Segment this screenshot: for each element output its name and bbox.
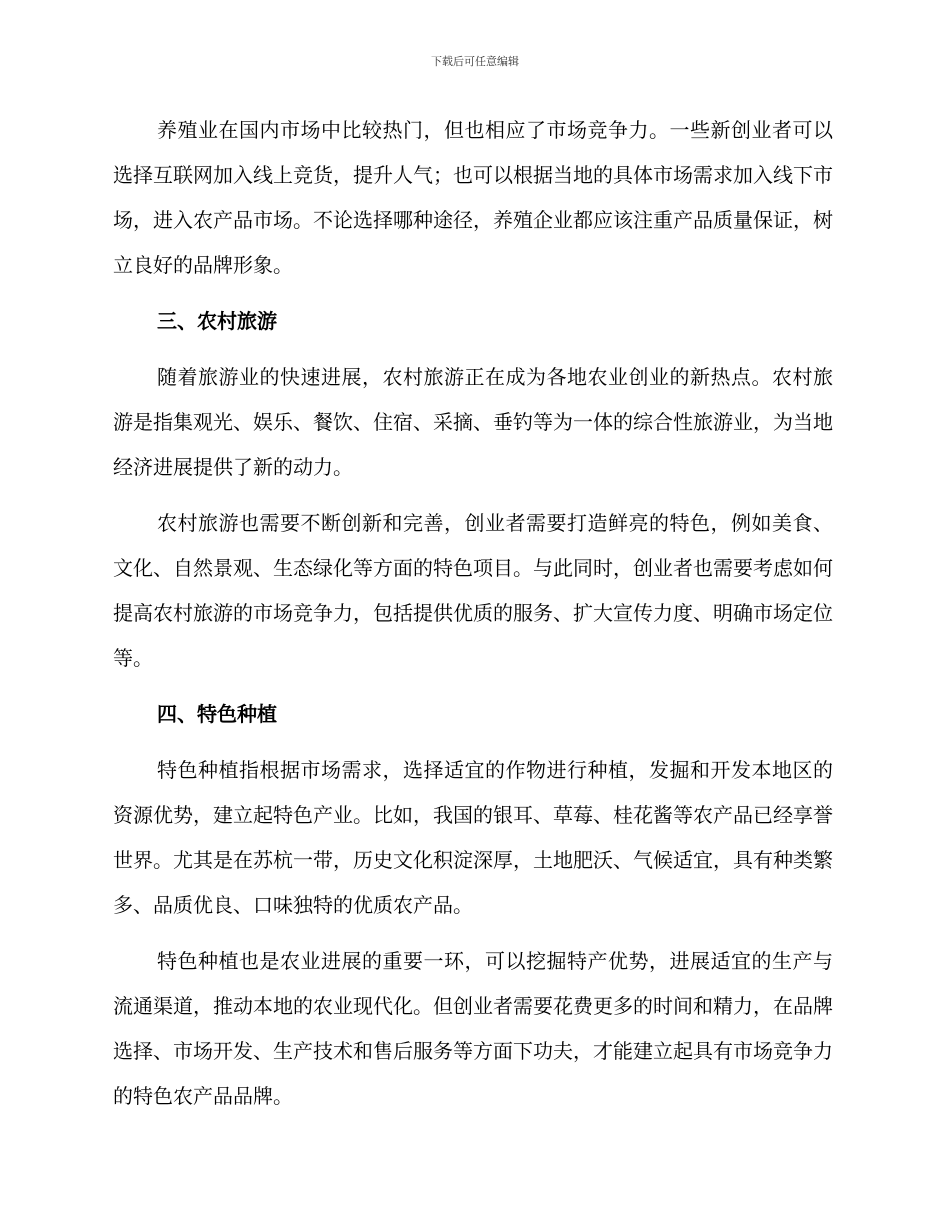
page-header: 下载后可任意编辑 xyxy=(431,55,519,68)
paragraph-specialty-planting-intro: 特色种植指根据市场需求，选择适宜的作物进行种植，发掘和开发本地区的资源优势，建立起特色产业。比如，我国的银耳、草莓、桂花酱等农产品已经享誉世界。尤其是在苏杭一带，历史文化积淀深厚，土地肥沃、气候适宜，具有种类繁多、品质优良、口味独特的优质农产品。 xyxy=(113,758,833,917)
paragraph-rural-tourism-innovation: 农村旅游也需要不断创新和完善，创业者需要打造鲜亮的特色，例如美食、文化、自然景观、生态绿化等方面的特色项目。与此同时，创业者也需要考虑如何提高农村旅游的市场竞争力，包括提供优质的服务、扩大宣传力度、明确市场定位等。 xyxy=(113,511,833,670)
paragraph-breeding-market: 养殖业在国内市场中比较热门，但也相应了市场竞争力。一些新创业者可以选择互联网加入线上竞货，提升人气；也可以根据当地的具体市场需求加入线下市场，进入农产品市场。不论选择哪种途径，养殖企业都应该注重产品质量保证，树立良好的品牌形象。 xyxy=(113,118,833,277)
paragraph-specialty-planting-importance: 特色种植也是农业进展的重要一环，可以挖掘特产优势，进展适宜的生产与流通渠道，推动本地的农业现代化。但创业者需要花费更多的时间和精力，在品牌选择、市场开发、生产技术和售后服务等方面下功夫，才能建立起具有市场竞争力的特色农产品品牌。 xyxy=(113,949,833,1108)
section-heading-rural-tourism: 三、农村旅游 xyxy=(157,309,277,333)
document-body xyxy=(113,108,833,1130)
paragraph-rural-tourism-intro: 随着旅游业的快速进展，农村旅游正在成为各地农业创业的新热点。农村旅游是指集观光、娱乐、餐饮、住宿、采摘、垂钓等为一体的综合性旅游业，为当地经济进展提供了新的动力。 xyxy=(113,365,833,479)
section-heading-specialty-planting: 四、特色种植 xyxy=(157,702,277,726)
